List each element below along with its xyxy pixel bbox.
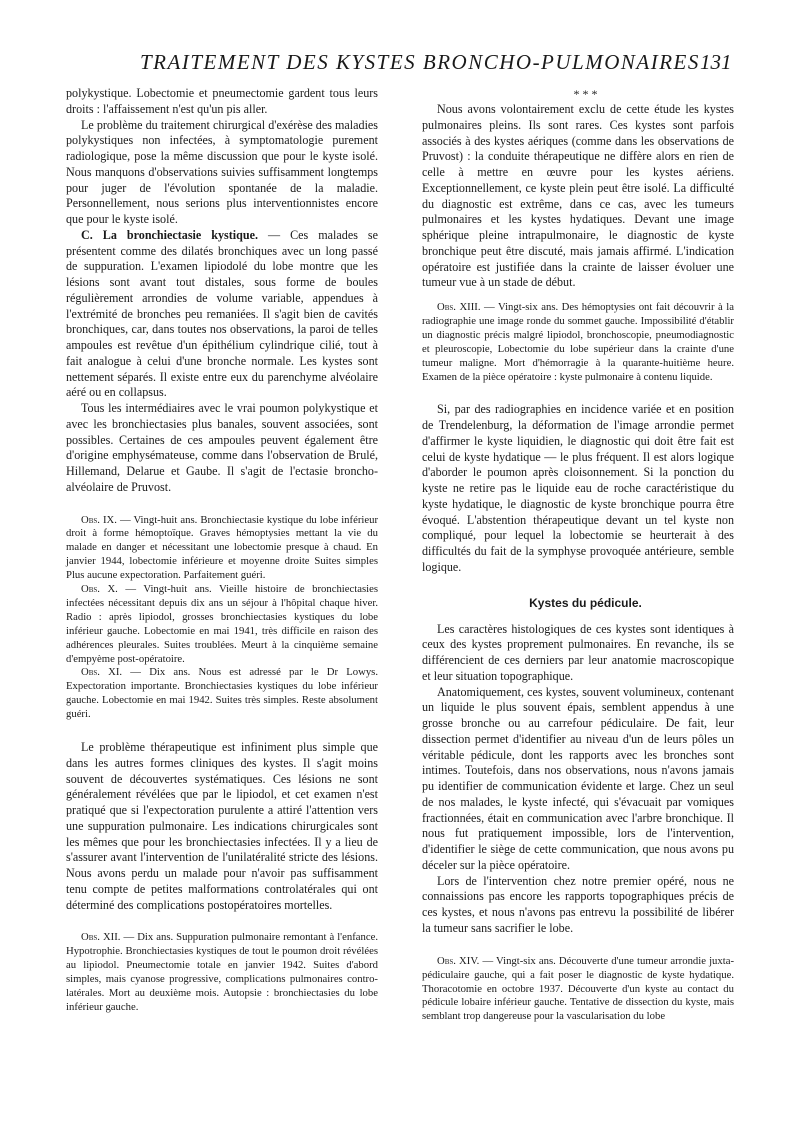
observation-label: Obs. X. [81,583,118,596]
observation-label: Obs. XIII. [437,301,481,313]
paragraph: Le problème du traitement chirurgical d'exérèse des maladies polykystiques non infectées, à symptomatologie purement radiologique, pose la même discussion que pour le kyste isolé. Nous manquons d'observations suivies suffisamment longtemps pour juger de l'évolution spontanée de la maladie. Personnellement, nous serions plus interventionnistes encore que pour le kyste isolé. [66,117,378,226]
left-column [66,86,378,1015]
observation-text: — Vingt-six ans. Des hémoptysies ont fait découvrir à la radiographie une image ronde du sommet gauche. Impossibilité d'établir un diagnostic précis malgré lipiodol, bronchoscopie, pneumodiagnostic et pleuroscopie, Lobectomie du lobe supérieur dans la crainte d'une tumeur maligne. Mort d'hémorragie à la quarante-huitième heure. Examen de la pièce opératoire : kyste pulmonaire à contenu liquide. [422,301,734,383]
observation-label: Obs. XII. [81,931,121,944]
paragraph: Le problème thérapeutique est infiniment plus simple que dans les autres formes cliniques des kystes. Il s'agit moins souvent de découvertes systématiques. Ces lésions ne sont généralement révélées que par le lipiodol, et cet examen n'est pratiqué que si l'expectoration purulente a attiré l'attention vers une suppuration pulmonaire. Les indications chirurgicales sont les mêmes que pour les bronchiectasies infectées. Il y a lieu de s'assurer avant l'intervention de l'unilatéralité stricte des lésions. Nous avons perdu un malade pour n'avoir pas suffisamment tenu compte de petites malformations controlatérales qui ont déterminé des complications postopératoires mortelles. [66,740,378,912]
paragraph: Tous les intermédiaires avec le vrai poumon polykystique et avec les bronchiectasies plus banales, souvent associées, sont possibles. Certaines de ces ampoules peuvent également être d'origine emphysémateuse, comme dans l'observation de Brulé, Hillemand, Delarue et Gaube. Il s'agit de l'ectasie broncho-alvéolaire de Pruvost. [66,401,378,494]
paragraph [66,228,378,401]
observation [422,301,734,384]
observation-text: — Dix ans. Nous est adressé par le Dr Lowys. Expectoration importante. Bronchiectasies kystiques du lobe inférieur gauche. Lobectomie en mai 1942. Suites très simples. Reste absolument guéri. [66,666,378,721]
observation-text: — Vingt-huit ans. Bronchiectasie kystique du lobe inférieur droit à forme hémoptoïque. Graves hémoptysies mettant la vie du malade en danger et nécessitant une lobectomie presque à chaud. En janvier 1944, lobectomie inférieure et moyenne droite Suites simples Plus aucune expectoration. Parfaitement guéri. [66,513,379,582]
paragraph: polykystique. Lobectomie et pneumectomie gardent tous leurs droits : l'affaissement n'est qu'un pis aller. [66,86,378,116]
section-heading: C. La bronchiectasie kystique. [81,227,258,242]
paragraph: Lors de l'intervention chez notre premier opéré, nous ne connaissions pas encore les rapports topographiques précis de ces kystes, et nous n'avons pas entrevu la possibilité de libérer la tumeur sans sacrifier le lobe. [422,873,734,935]
observation [422,955,734,1025]
observation-label: Obs. XI. [81,666,123,679]
paragraph: Nous avons volontairement exclu de cette étude les kystes pulmonaires pleins. Ils sont rares. Ces kystes sont parfois associés à des kystes aériques (comme dans les observations de Pruvost) : la conduite thérapeutique ne diffère alors en rien de celle à mettre en œuvre pour les kystes aériens. Exceptionnellement, ce kyste plein peut être isolé. La difficulté du diagnostic est extrême, dans ce cas, avec les tumeurs pulmonaires et les kystes hydatiques. Devant une image sphérique pleine intrapulmonaire, le diagnostic de kyste bronchique peut être discuté, mais jamais affirmé. L'indication opératoire est justifiée dans la crainte de laisser évoluer une tumeur vue à un stade de début. [422,102,734,290]
observation [66,514,378,584]
section-title: Kystes du pédicule. [529,595,642,610]
paragraph: Anatomiquement, ces kystes, souvent volumineux, contenant un liquide le plus souvent épais, semblent appendus à une grosse bronche ou au carrefour pédiculaire. De fait, leur dissection permet d'identifier au niveau d'un de leurs pôles un véritable pédicule, dont les rapports avec les bronches sont intimes. Toutefois, dans nos observations, nous n'avons jamais pu identifier de communication évidente et large. Chez un seul de nos malades, le kyste infecté, qui s'évacuait par vomiques fractionnées, était en communication avec l'arbre bronchique. Il nous fut pratiquement impossible, lors de l'intervention, d'identifier le siège de cette communication, que nous avons pu déceler sur la pièce opératoire. [422,684,734,872]
right-column [422,86,734,1024]
observation-label: Obs. IX. [81,513,117,526]
observation-label: Obs. XIV. [437,954,480,967]
observation-text: — Dix ans. Suppuration pulmonaire remontant à l'enfance. Hypotrophie. Bronchiectasies kystiques de tout le poumon droit révélées au lipiodol. Pneumectomie totale en janvier 1942. Suites d'abord simples, mais cyanose progressive, complications pulmonaires contro-latérales. Mort au deuxième mois. Autopsie : bronchiectasies du lobe inférieur gauche. [66,931,379,1013]
page-header [0,50,800,84]
paragraph-text: — Ces malades se présentent comme des dilatés bronchiques avec un long passé de suppuration. L'examen lipiodolé du lobe montre que les lésions sont avant tout distales, sous forme de boules régulièrement arrondies de volume variable, appendues à l'extrémité de bronches peu remaniées. Il s'agit bien de cavités bronchiques, car, dans toutes nos observations, la paroi de telles ampoules est revêtue d'un épithélium cylindrique cilié, tout à fait analogue à celui d'une bronche normale. Les kystes sont nettement séparés. Il existe entre eux du parenchyme alvéolaire aéré ou en collapsus. [66,227,378,400]
section-separator: * * * [573,87,598,101]
observation-text: — Vingt-huit ans. Vieille histoire de bronchiectasies infectées nécessitant depuis dix ans un séjour à l'hôpital chaque hiver. Radio : après lipiodol, grosses bronchiectasies kystiques du lobe inférieur gauche. Lobectomie en mai 1941, très difficile en raison des adhérences pleurales. Suites troublées. Meurt à la cinquième semaine d'empyème post-opératoire. [66,583,378,665]
paragraph: Si, par des radiographies en incidence variée et en position de Trendelenburg, la déformation de l'image arrondie permet d'affirmer le kyste liquidien, le diagnostic qui doit être fait est celui de kyste hydatique — le plus fréquent. Il est alors logique d'aborder le poumon après cloisonnement. Si la ponction du kyste ne retire pas le liquide eau de roche caractéristique du kyste hydatique, le diagnostic de kyste bronchique pourra être évoqué. L'abstention thérapeutique devant un tel kyste non compliqué, pour lequel la lobectomie se heurterait à des difficultés du fait de la symphyse provoquée antérieure, semble logique. [422,402,734,574]
paragraph: Les caractères histologiques de ces kystes sont identiques à ceux des kystes proprement pulmonaires. En revanche, ils se différencient de ces derniers par leur anatomie macroscopique et leur situation topographique. [422,621,734,683]
observation [66,583,378,666]
page-number: 131 [700,50,732,74]
observation-text: — Vingt-six ans. Découverte d'une tumeur arrondie juxta-pédiculaire gauche, qui a fait poser le diagnostic de kyste hydatique. Thoracotomie en octobre 1937. Découverte d'un kyste au contact du pédicule lobaire inférieur gauche. Tentative de dissection du kyste, mais semblant trop dangereuse pour la vascularisation du lobe [422,954,734,1023]
observation [66,931,378,1014]
running-title: TRAITEMENT DES KYSTES BRONCHO-PULMONAIRES [140,50,700,74]
observation [66,666,378,722]
